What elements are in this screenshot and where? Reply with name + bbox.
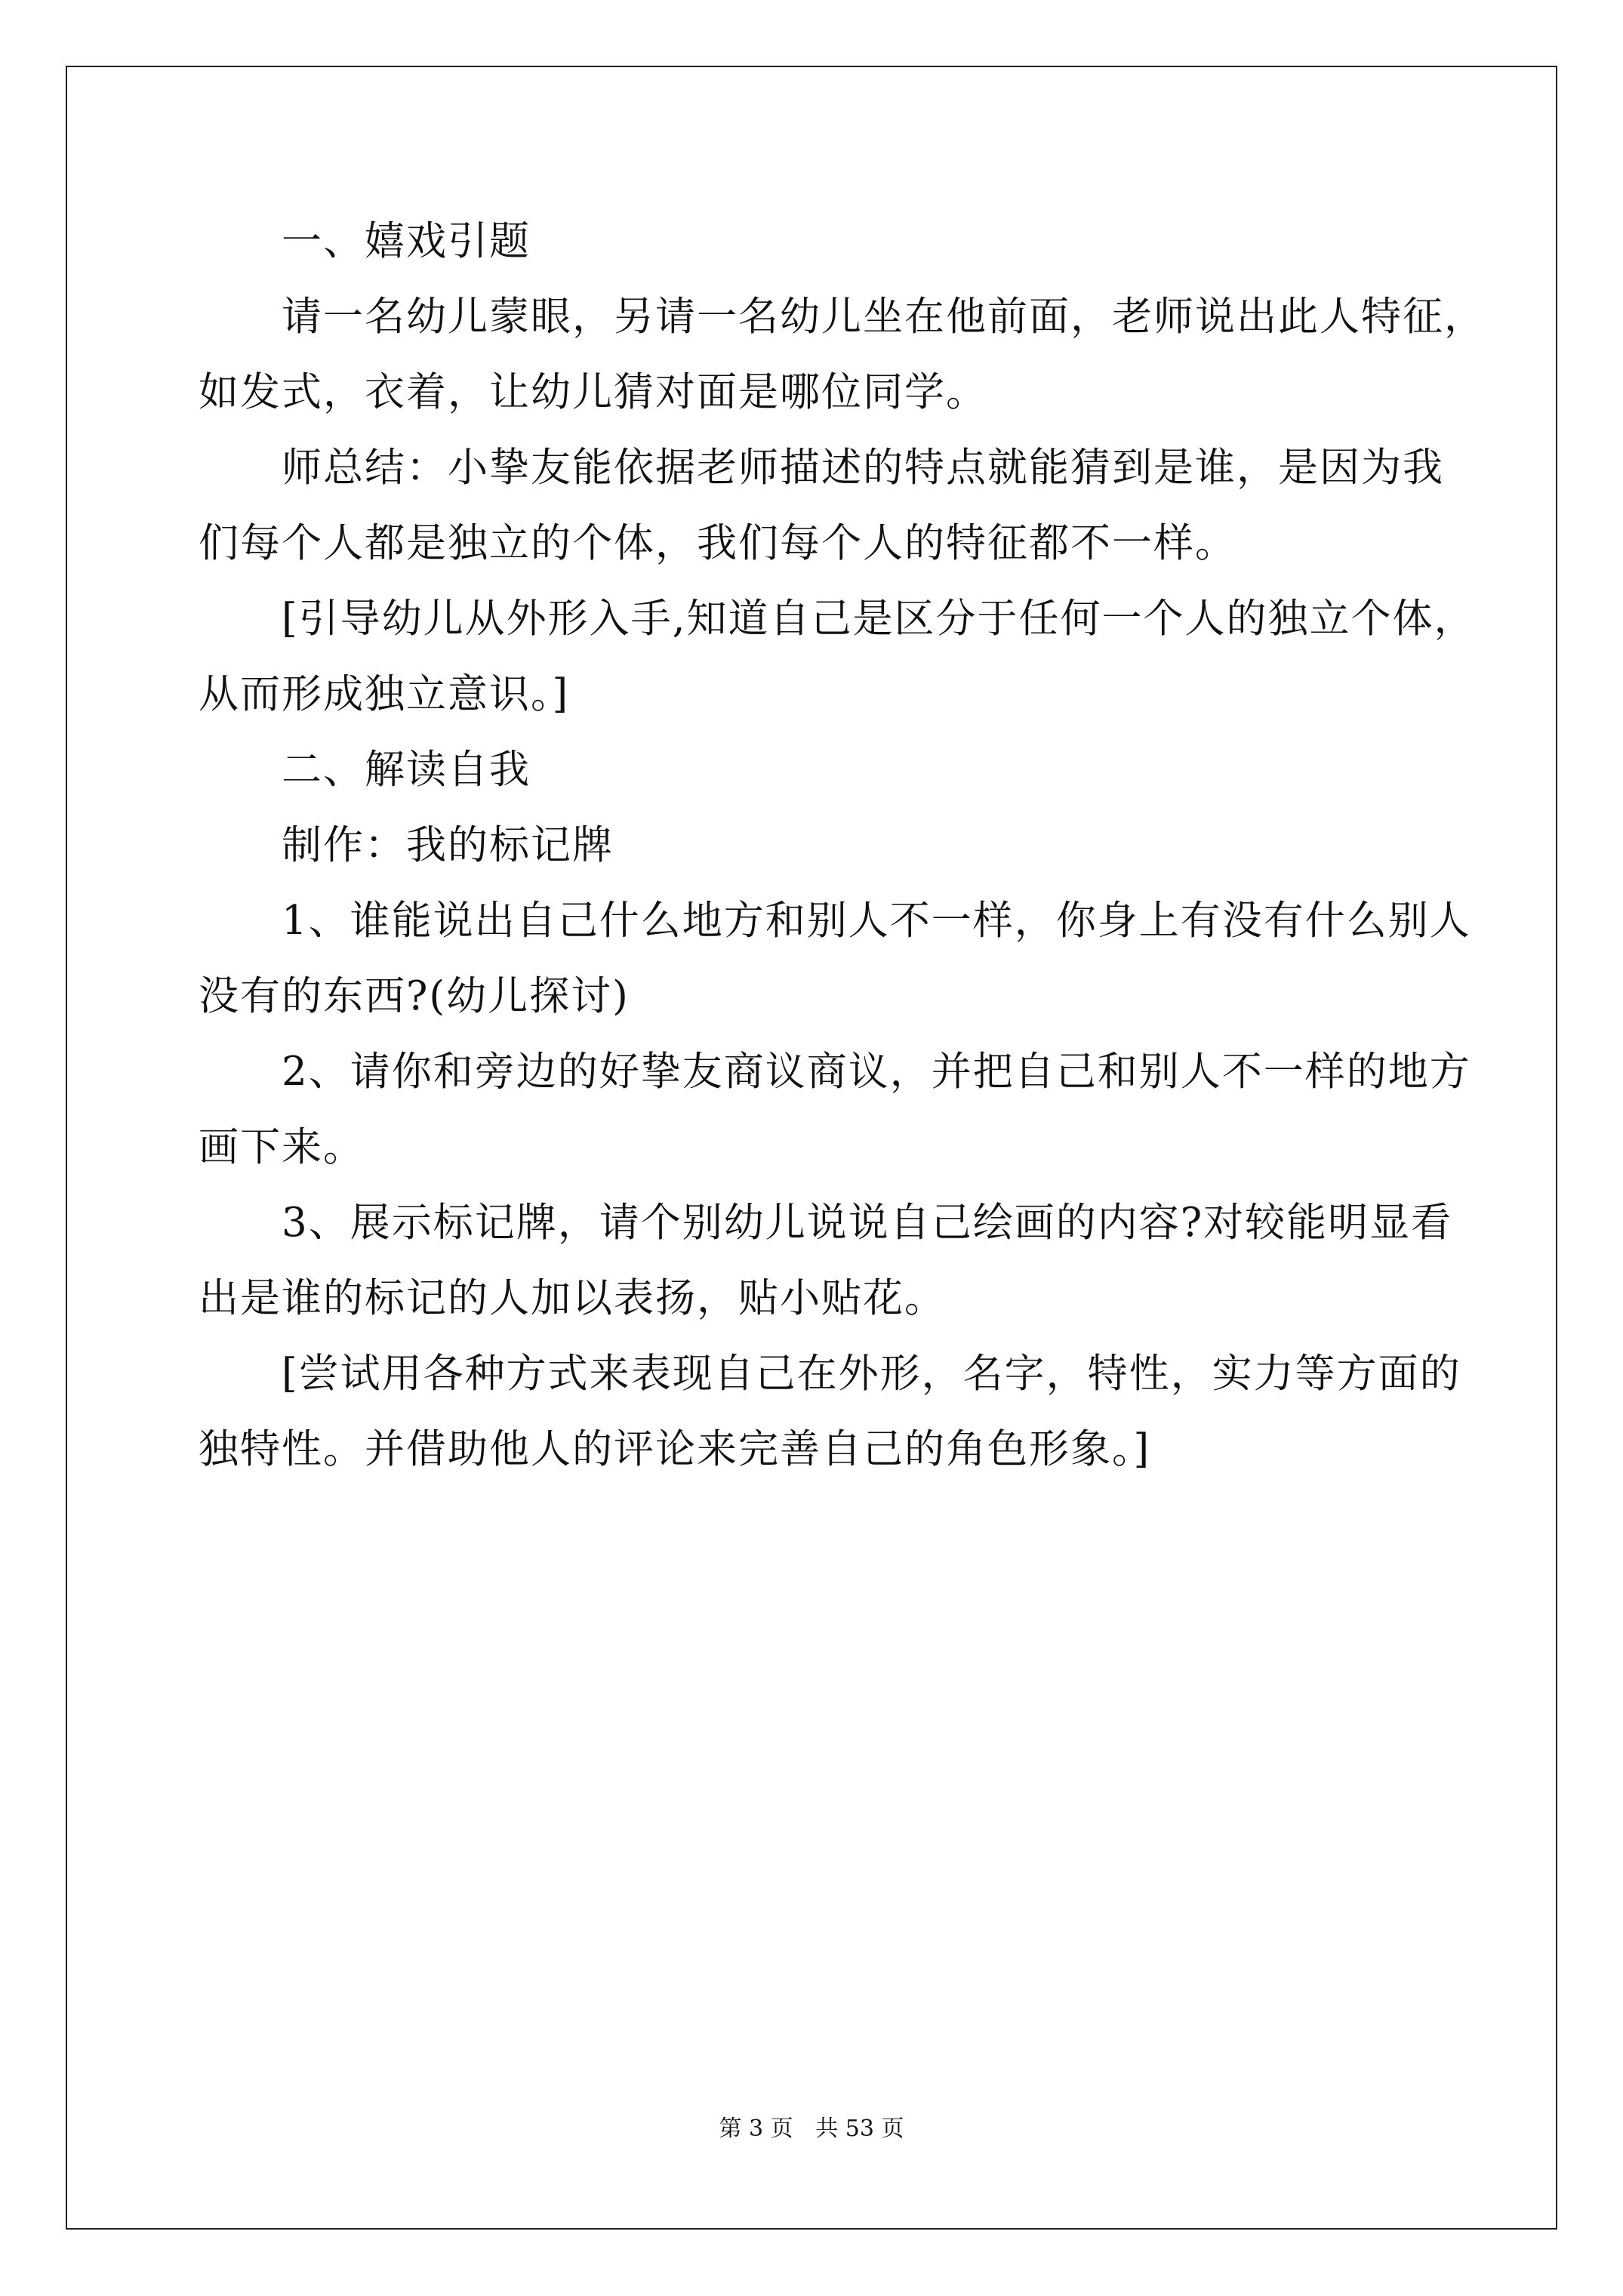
text-line: [尝试用各种方式来表现自己在外形，名字，特性，实力等方面的 bbox=[282, 1351, 1461, 1397]
text-line: 出是谁的标记的人加以表扬，贴小贴花。 bbox=[199, 1275, 946, 1321]
page-footer bbox=[0, 2114, 1623, 2144]
text-line: 们每个人都是独立的个体，我们每个人的特征都不一样。 bbox=[199, 520, 1236, 566]
text-line: 没有的东西?(幼儿探讨) bbox=[199, 973, 630, 1019]
text-line: 画下来。 bbox=[199, 1124, 365, 1170]
text-line: 请一名幼儿蒙眼，另请一名幼儿坐在他前面，老师说出此人特征， bbox=[282, 294, 1486, 340]
text-line: 3、展示标记牌，请个别幼儿说说自己绘画的内容?对较能明显看 bbox=[282, 1200, 1453, 1246]
text-line: [引导幼儿从外形入手,知道自己是区分于任何一个人的独立个体， bbox=[282, 596, 1476, 642]
text-line: 1、谁能说出自己什么地方和别人不一样，你身上有没有什么别人 bbox=[282, 898, 1471, 944]
text-line: 从而形成独立意识。] bbox=[199, 671, 570, 717]
text-line: 师总结：小挚友能依据老师描述的特点就能猜到是谁，是因为我 bbox=[282, 445, 1444, 491]
text-line: 2、请你和旁边的好挚友商议商议，并把自己和别人不一样的地方 bbox=[282, 1049, 1471, 1095]
text-line: 独特性。并借助他人的评论来完善自己的角色形象。] bbox=[199, 1426, 1151, 1472]
text-line: 二、解读自我 bbox=[282, 747, 531, 793]
page-total: 共 53 页 bbox=[815, 2116, 904, 2142]
page-number: 第 3 页 bbox=[719, 2116, 793, 2142]
document-body bbox=[199, 204, 1486, 1487]
text-line: 如发式，衣着，让幼儿猜对面是哪位同学。 bbox=[199, 369, 987, 415]
text-line: 制作：我的标记牌 bbox=[282, 822, 614, 868]
text-line: 一、嬉戏引题 bbox=[282, 218, 531, 264]
